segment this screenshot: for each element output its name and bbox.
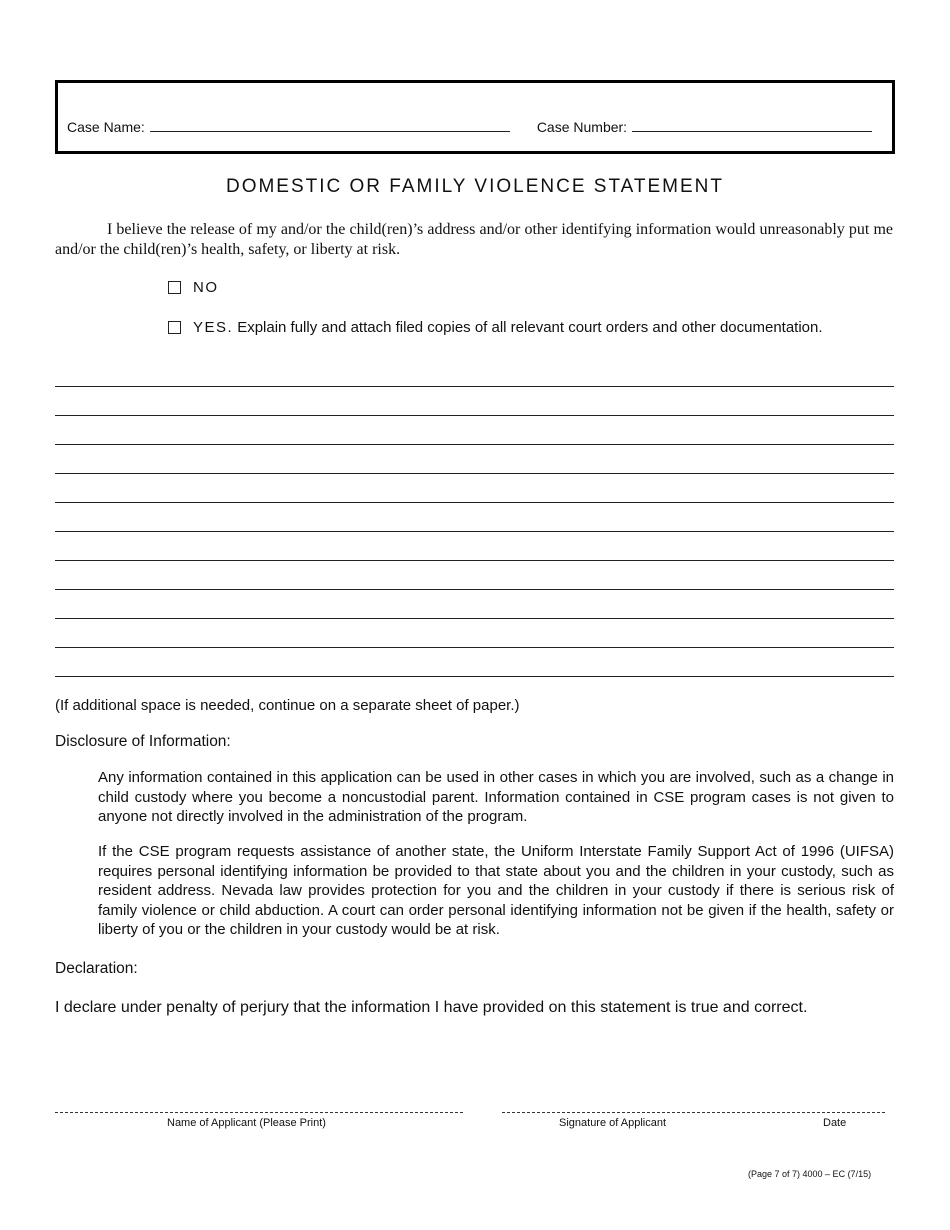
option-no[interactable] — [168, 279, 219, 296]
disclosure-paragraph-2: If the CSE program requests assistance of another state, the Uniform Interstate Family Support Act of 1996 (UIFSA) requires personal identifying information be provided to that state about you and the children in your custody, such as resident address. Nevada law provides protection for you and the children in your custody if there is serious risk of family violence or child abduction. A court can order personal identifying information not be given if the health, safety or liberty of you or the children in your custody would be at risk. — [98, 843, 894, 938]
form-title: DOMESTIC OR FAMILY VIOLENCE STATEMENT — [225, 176, 725, 197]
page-footer: (Page 7 of 7) 4000 – EC (7/15) — [748, 1169, 872, 1179]
case-name-label: Case Name: — [67, 119, 145, 135]
explanation-line[interactable] — [55, 647, 894, 648]
applicant-name-field[interactable] — [55, 1112, 463, 1113]
explanation-line[interactable] — [55, 444, 894, 445]
yes-explanation: Explain fully and attach filed copies of all relevant court orders and other documentation. — [237, 319, 823, 336]
explanation-line[interactable] — [55, 589, 894, 590]
case-name-field[interactable] — [150, 119, 510, 132]
disclosure-paragraph-1: Any information contained in this application can be used in other cases in which you are involved, such as a change in child custody where you become a noncustodial parent. Information contained in CSE program cases is not given to anyone not directly involved in the administration of the program. — [98, 769, 894, 825]
no-label: NO — [193, 279, 219, 296]
case-number-label: Case Number: — [536, 119, 628, 135]
case-number-field[interactable] — [632, 119, 872, 132]
additional-space-note: (If additional space is needed, continue on a separate sheet of paper.) — [55, 697, 520, 714]
yes-label: YES. — [193, 319, 234, 336]
declaration-statement: I declare under penalty of perjury that the information I have provided on this statement is true and correct. — [55, 999, 808, 1016]
applicant-name-label: Name of Applicant (Please Print) — [167, 1117, 326, 1129]
disclosure-heading: Disclosure of Information: — [55, 733, 231, 750]
explanation-line[interactable] — [55, 473, 894, 474]
option-yes[interactable] — [168, 319, 823, 336]
case-info-box — [55, 80, 895, 154]
no-checkbox[interactable] — [168, 281, 181, 294]
explanation-line[interactable] — [55, 560, 894, 561]
explanation-line[interactable] — [55, 502, 894, 503]
applicant-signature-field[interactable] — [502, 1112, 885, 1113]
explanation-line[interactable] — [55, 618, 894, 619]
applicant-signature-label: Signature of Applicant — [559, 1117, 667, 1129]
intro-statement: I believe the release of my and/or the child(ren)’s address and/or other identifying information would unreasonably put me and/or the child(ren)’s health, safety, or liberty at risk. — [55, 221, 893, 258]
explanation-line[interactable] — [55, 415, 894, 416]
case-info-row — [67, 119, 887, 135]
explanation-line[interactable] — [55, 676, 894, 677]
explanation-line[interactable] — [55, 531, 894, 532]
explanation-line[interactable] — [55, 386, 894, 387]
declaration-heading: Declaration: — [55, 960, 138, 977]
yes-checkbox[interactable] — [168, 321, 181, 334]
date-label: Date — [823, 1117, 847, 1129]
